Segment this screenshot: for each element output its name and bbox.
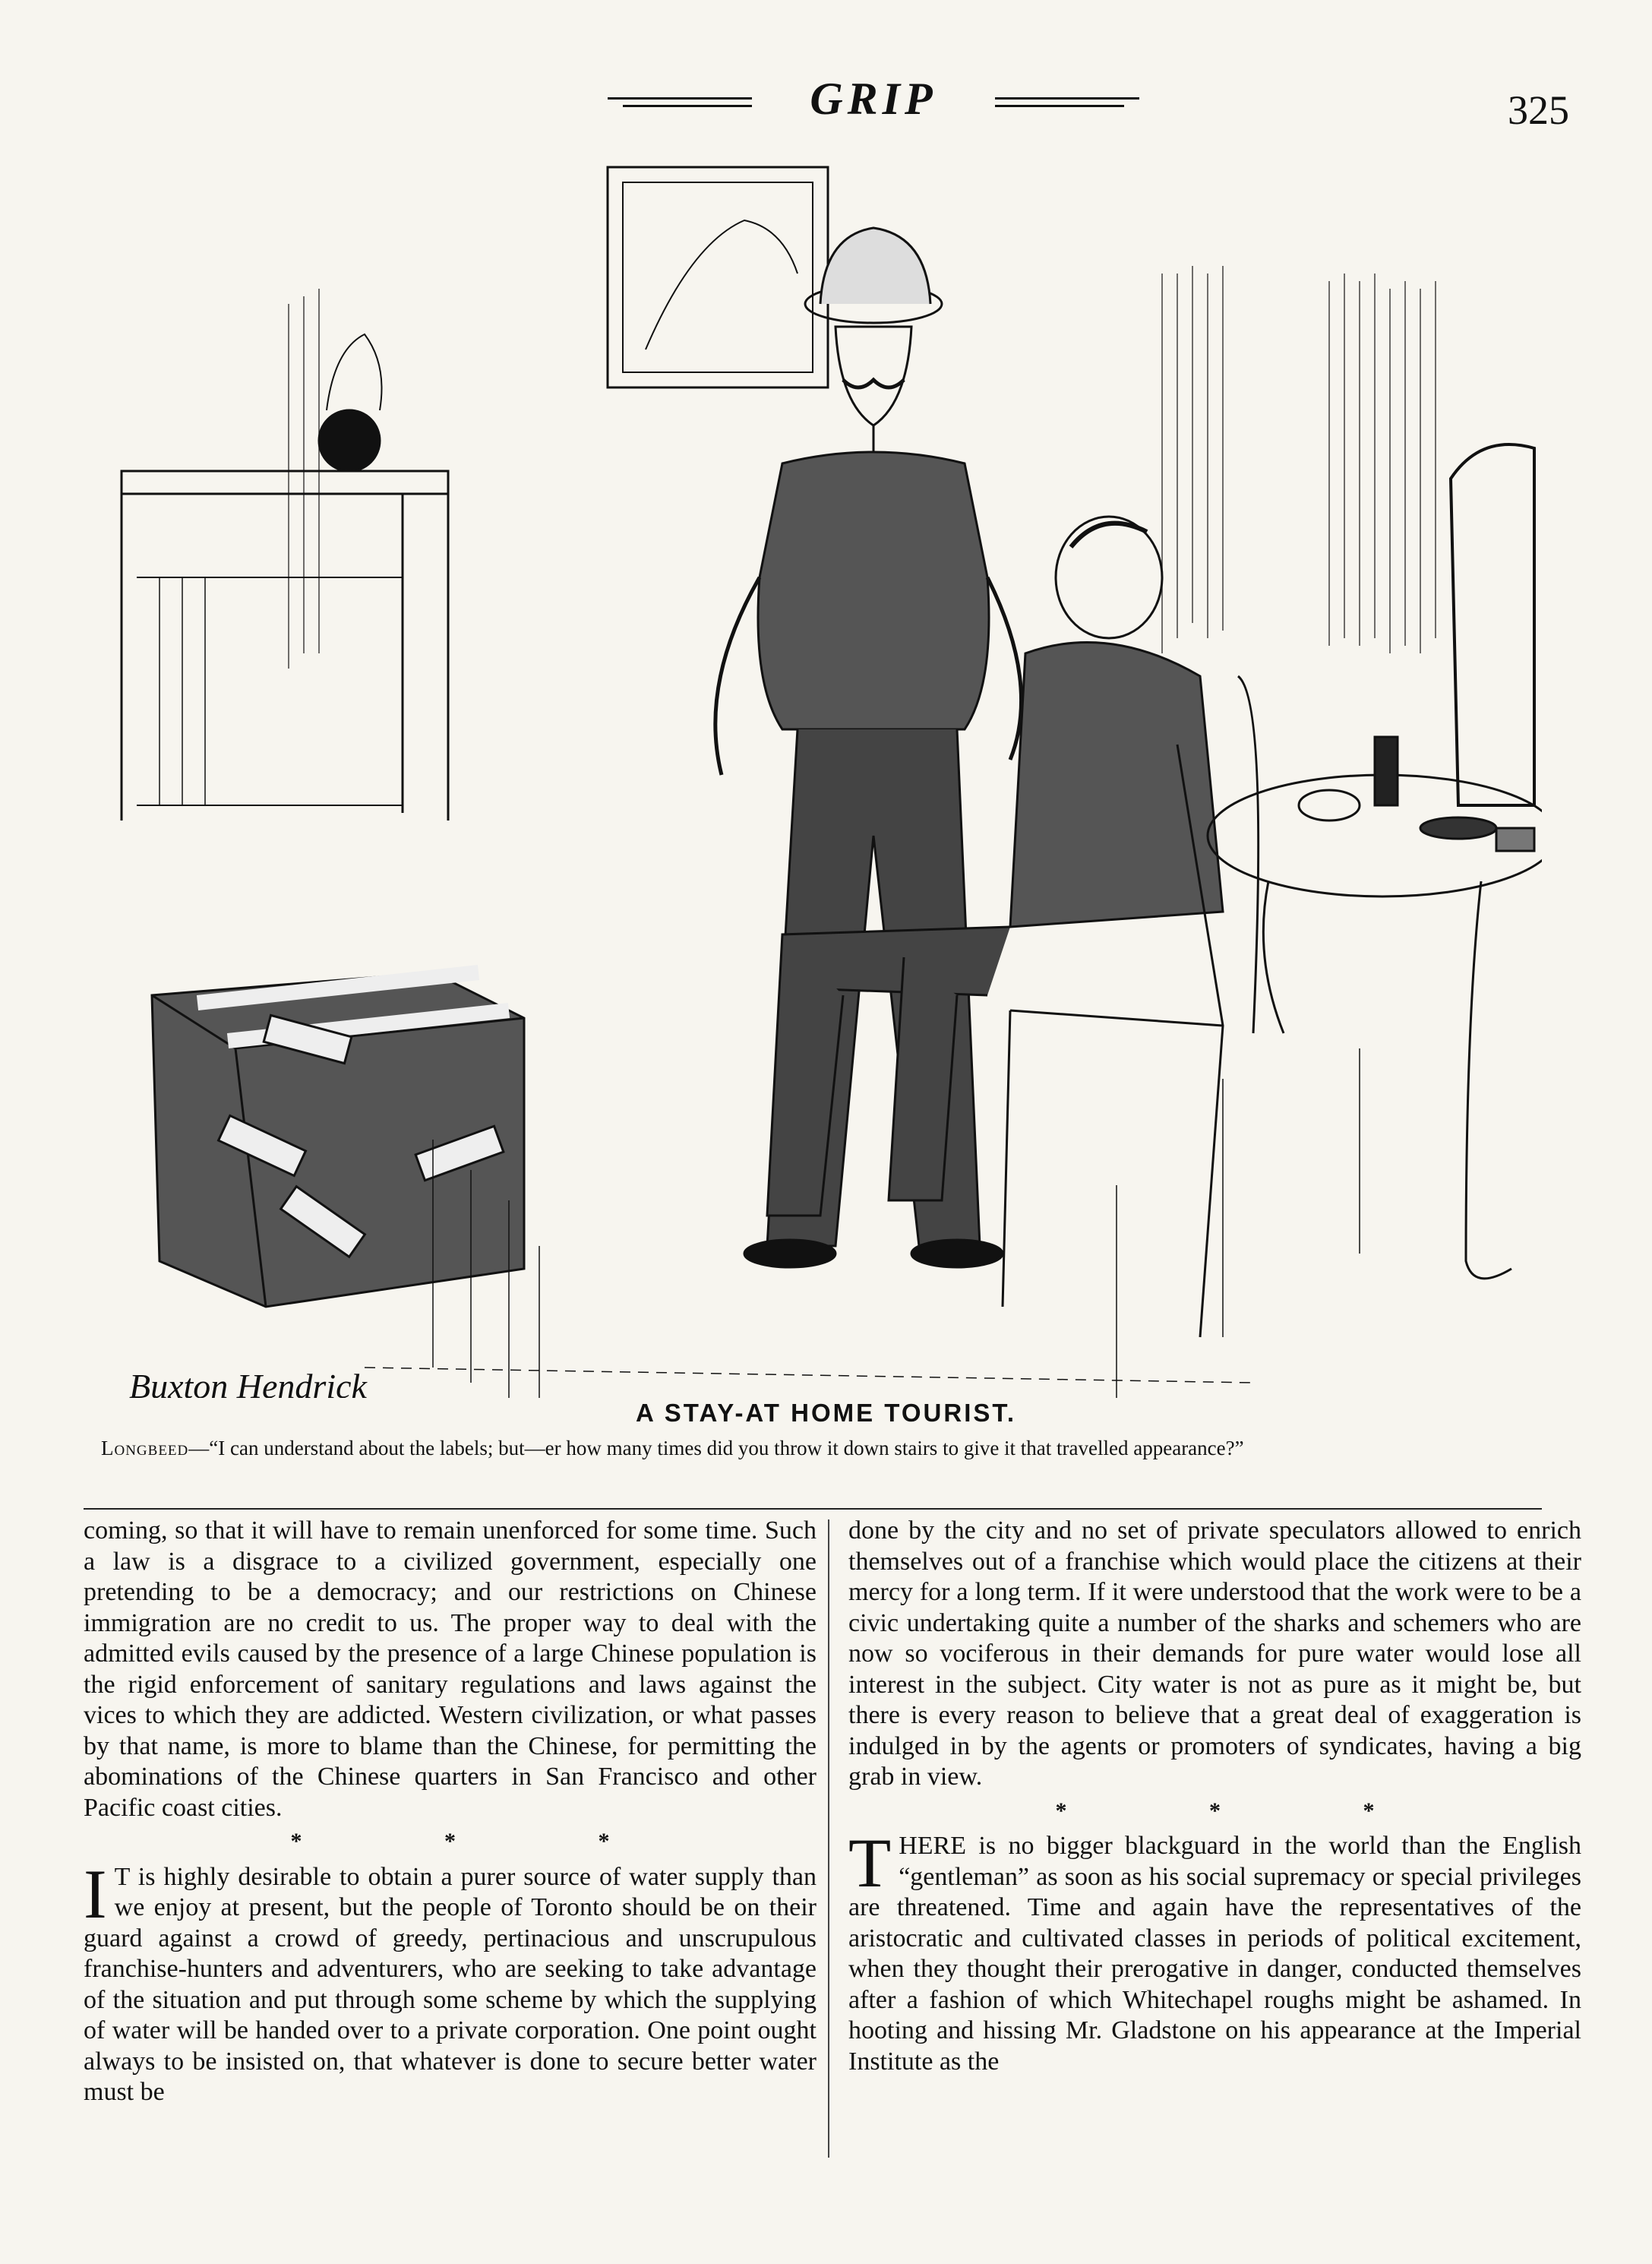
right-paragraph-1: done by the city and no set of private speculators allowed to enrich themselves out of a franchise which would place the citizens at their mercy for a long term. If it were understood that the work were to be a civic undertaking quite a number of the sharks and schemers who are now so vociferous in their demands for pure water would lose all interest in the subject. City water is not as pure as it might be, but there is every reason to believe that a great deal of exaggeration is indulged in by the agents or promoters of syndicates, having a big grab in view. [848,1516,1581,1791]
vase [319,410,380,471]
section-separator: * * * [290,1829,678,1854]
masthead [0,68,1652,137]
drop-cap: T [848,1824,892,1902]
caption-divider [84,1508,1542,1510]
article-column-left [84,1516,817,2108]
right-paragraph-2-body: HERE is no bigger blackguard in the world than the English “gentleman” as soon as his social supremacy or special privileges are threatened. Time and again have the representatives of the aristocratic and cultivated classes in periods of political excitement, when they thought their prerogative in danger, conducted themselves after a fashion of which Whitechapel roughs might be ashamed. In hooting and hissing Mr. Gladstone on his appearance at the Imperial Institute as the [848,1832,1581,2076]
page-number: 325 [1508,87,1569,133]
masthead-rule-left-2 [623,105,752,107]
cartoon-illustration [114,152,1542,1398]
bowl [1299,790,1360,821]
right-paragraph-2 [848,1824,1581,2077]
masthead-title: GRIP [810,74,937,124]
left-paragraph-2 [84,1855,817,2108]
artist-signature: Buxton Hendrick [129,1367,367,1398]
caption-speaker: Longbeed [101,1437,189,1459]
column-divider [828,1519,829,2158]
section-separator: * * * [1055,1798,1443,1823]
article-column-right [848,1516,1581,2077]
hairbrush [1420,817,1496,839]
standing-man-figure [715,228,1022,1267]
travel-trunk [152,972,524,1307]
cartoon-caption-text [101,1436,1529,1460]
wall-picture-frame [608,167,828,387]
left-paragraph-1: coming, so that it will have to remain unenforced for some time. Such a law is a disgrace to a civilized government, especially one pretending to be a democracy; and our restrictions on Chinese immigration are no credit to us. The proper way to deal with the admitted evils caused by the presence of a large Chinese population is the rigid enforcement of sanitary regulations and laws against the vices to which they are addicted. Western civilization, or what passes by that name, is more to blame than the Chinese, for permitting the abominations of the Chinese quarters in San Francisco and other Pacific coast cities. [84,1516,817,1822]
bottle [1375,737,1398,805]
masthead-rule-right [995,97,1139,100]
masthead-rule-right-2 [995,105,1124,107]
left-paragraph-2-body: T is highly desirable to obtain a purer source of water supply than we enjoy at present, but the people of Toronto should be on their guard against a crowd of greedy, pertinacious and unscrupulous franchise-hunters and adventurers, who are seeking to take advantage of the situation and put through some scheme by which the supplying of water will be handed over to a private corporation. One point ought always to be insisted on, that whatever is done to secure better water must be [84,1862,817,2106]
mirror [1451,444,1534,805]
caption-quote: —“I can understand about the labels; but—er how many times did you throw it down stairs to give it that travelled appearance?” [188,1437,1244,1459]
drop-cap: I [84,1855,107,1933]
soap-box [1496,828,1534,851]
masthead-rule-left [608,97,752,100]
cartoon-caption-title: A STAY-AT HOME TOURIST. [635,1399,1017,1427]
